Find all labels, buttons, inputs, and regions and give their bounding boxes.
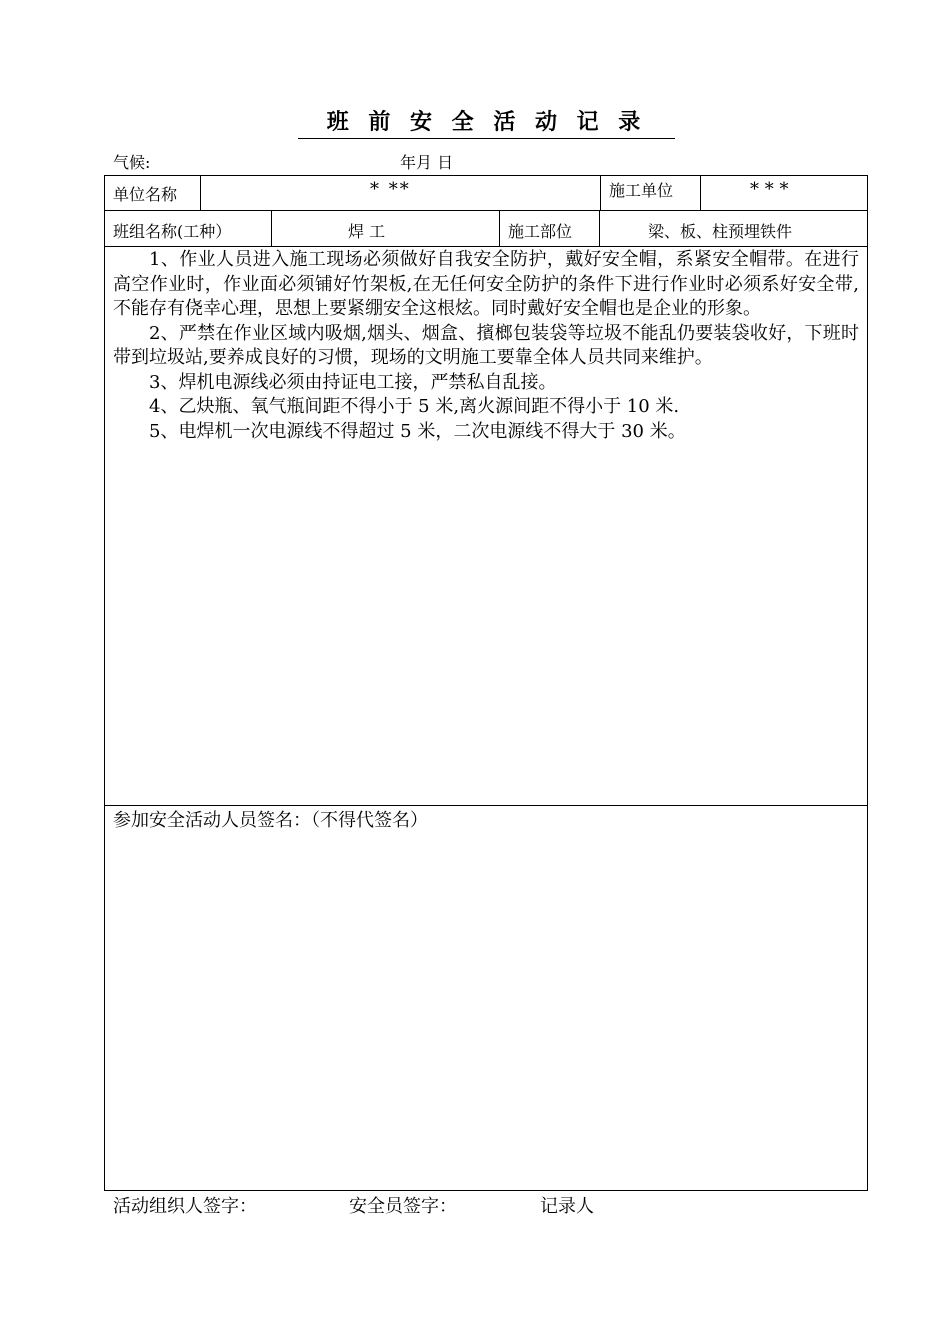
safety-officer-signature-label: 安全员签字： xyxy=(349,1196,457,1217)
safety-rule-3: 3、焊机电源线必须由持证电工接，严禁私自乱接。 xyxy=(149,371,557,393)
safety-rule-4: 4、乙炔瓶、氧气瓶间距不得小于 5 米,离火源间距不得小于 10 米. xyxy=(149,396,680,417)
row1-divider-3 xyxy=(700,175,701,210)
row2-divider-2 xyxy=(499,210,500,246)
date-label: 年月 日 xyxy=(400,153,454,172)
safety-rule-2: 2、严禁在作业区域内吸烟,烟头、烟盒、擯榔包装袋等垃圾不能乱仍要装袋收好，下班时带到垃圾站,要养成良好的习惯，现场的文明施工要靠全体人员共同来维护。 xyxy=(113,322,859,368)
row1-divider-2 xyxy=(600,175,601,210)
weather-label: 气候: xyxy=(113,153,151,172)
row2-divider-1 xyxy=(271,210,272,246)
organizer-signature-label: 活动组织人签字： xyxy=(113,1196,257,1217)
participant-signature-title: 参加安全活动人员签名：（不得代签名） xyxy=(113,810,428,831)
recorder-label: 记录人 xyxy=(540,1196,594,1217)
construction-location-value: 梁、板、柱预埋铁件 xyxy=(648,222,793,241)
safety-rule-5: 5、电焊机一次电源线不得超过 5 米，二次电源线不得大于 30 米。 xyxy=(149,420,686,442)
construction-location-label: 施工部位 xyxy=(508,222,573,241)
construction-unit-value: * * * xyxy=(750,179,789,200)
document-title: 班 前 安 全 活 动 记 录 xyxy=(298,108,675,139)
construction-unit-label: 施工单位 xyxy=(609,181,674,200)
unit-name-label: 单位名称 xyxy=(113,185,178,204)
row1-bottom-border xyxy=(104,210,868,211)
safety-content xyxy=(113,248,859,444)
row1-divider-1 xyxy=(200,175,201,210)
row2-bottom-border xyxy=(104,246,868,247)
team-name-value: 焊 工 xyxy=(348,222,386,241)
team-name-label: 班组名称(工种） xyxy=(113,222,232,241)
unit-name-value: * ** xyxy=(370,179,411,200)
row2-divider-3 xyxy=(599,210,600,246)
safety-rule-1: 1、作业人员进入施工现场必须做好自我安全防护，戴好安全帽，系紧安全帽带。在进行高空作业时，作业面必须铺好竹架板,在无任何安全防护的条件下进行作业时必须系好安全带,不能存有侥幸心理，思想上要紧绷安全这根炫。同时戴好安全帽也是企业的形象。 xyxy=(113,249,859,319)
